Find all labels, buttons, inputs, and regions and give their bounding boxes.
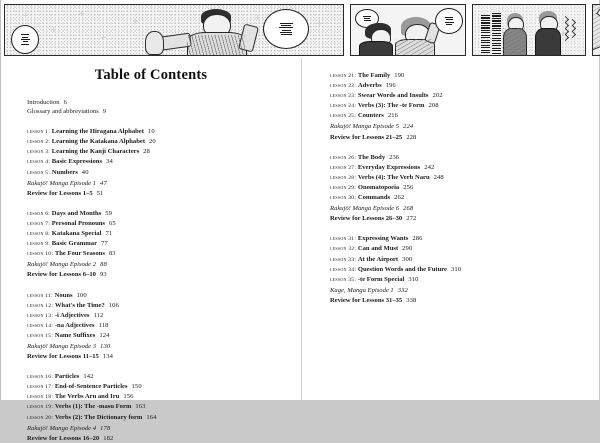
toc-entry-page: 142 <box>83 373 94 381</box>
toc-entry-label: lesson 35: <box>330 276 357 283</box>
toc-entry[interactable] <box>330 255 585 265</box>
toc-entry[interactable] <box>330 173 585 183</box>
toc-entry-title: Rakujō! Manga Episode 3 <box>27 342 97 350</box>
toc-entry-title: Review for Lessons 26–30 <box>330 215 403 223</box>
toc-entry[interactable] <box>27 413 283 423</box>
toc-entry-manga[interactable] <box>27 424 283 433</box>
toc-entry-title: The Four Seasons <box>54 250 105 258</box>
toc-entry-page: 164 <box>146 413 157 421</box>
manga-panel-2 <box>350 4 466 56</box>
toc-entry-label: lesson 25: <box>330 113 357 120</box>
toc-entry-title: The Family <box>357 72 391 79</box>
right-page <box>301 58 600 400</box>
toc-group <box>27 372 283 443</box>
toc-entry-title: Rakujō! Manga Episode 4 <box>27 424 97 432</box>
toc-entry-page: 118 <box>98 321 109 329</box>
toc-entry[interactable] <box>27 331 283 341</box>
toc-entry-title: Katakana Special <box>51 230 102 238</box>
toc-group <box>330 234 585 305</box>
vertical-text <box>492 13 501 56</box>
toc-entry-title: Everyday Expressions <box>357 163 421 171</box>
toc-entry-page: 310 <box>408 275 419 283</box>
toc-entry-page: 28 <box>143 148 150 156</box>
toc-entry-label: lesson 34: <box>330 266 357 273</box>
speech-bubble <box>11 25 39 54</box>
toc-entry-title: Swear Words and Insults <box>357 92 429 100</box>
toc-entry[interactable] <box>27 168 283 178</box>
speech-bubble <box>263 9 309 49</box>
toc-entry-title: Review for Lessons 1–5 <box>27 189 93 197</box>
toc-entry[interactable] <box>27 382 283 392</box>
toc-entry-label: lesson 14: <box>27 322 54 329</box>
toc-entry-title: -i Adjectives <box>54 311 90 319</box>
toc-entry-review[interactable] <box>330 214 585 223</box>
manga-panel-1 <box>4 4 344 56</box>
toc-entry-manga[interactable] <box>27 179 283 188</box>
toc-entry-manga[interactable] <box>330 286 585 295</box>
toc-entry-label: lesson 22: <box>330 83 357 90</box>
toc-entry-label: lesson 5: <box>27 169 51 176</box>
toc-entry[interactable] <box>27 107 283 116</box>
toc-entry-page: 236 <box>389 153 400 161</box>
toc-entry-review[interactable] <box>330 133 585 142</box>
toc-entry-title: The Verbs Aru and Iru <box>54 393 120 401</box>
page-title: Table of Contents <box>94 67 208 83</box>
toc-entry-label: lesson 21: <box>330 73 357 79</box>
toc-entry-title: Name Suffixes <box>54 331 96 339</box>
toc-entry-label: lesson 2: <box>27 139 51 146</box>
toc-entry[interactable] <box>330 111 585 121</box>
left-page-toc <box>1 98 301 443</box>
toc-entry[interactable] <box>330 91 585 101</box>
toc-entry[interactable] <box>27 209 283 219</box>
toc-entry-label: lesson 23: <box>330 93 357 100</box>
toc-entry-title: Verbs (3): The -te Form <box>357 102 425 110</box>
toc-entry-label: lesson 19: <box>27 404 54 411</box>
right-page-toc <box>302 71 600 305</box>
toc-entry[interactable] <box>27 157 283 167</box>
toc-entry-title: Commands <box>357 194 391 202</box>
toc-entry-page: 150 <box>131 383 142 391</box>
toc-entry-title: What's the Time? <box>54 301 105 309</box>
toc-entry-title: Verbs (2): The Dictionary form <box>54 413 143 421</box>
toc-entry-page: 40 <box>81 168 89 176</box>
toc-entry-page: 268 <box>403 205 414 213</box>
toc-entry-title: Review for Lessons 6–10 <box>27 271 96 279</box>
vertical-text <box>481 15 490 56</box>
pages-container <box>1 58 600 442</box>
toc-entry[interactable] <box>27 137 283 147</box>
toc-entry-title: Review for Lessons 31–35 <box>330 296 403 304</box>
toc-entry-title: Review for Lessons 16–20 <box>27 434 100 442</box>
toc-group <box>330 153 585 224</box>
toc-entry-title: Nouns <box>54 291 73 299</box>
toc-entry-label: lesson 20: <box>27 414 54 421</box>
toc-entry-page: 100 <box>76 291 87 299</box>
toc-group <box>27 127 283 198</box>
toc-entry[interactable] <box>27 311 283 321</box>
toc-entry-title: Adverbs <box>357 82 382 90</box>
toc-entry-label: lesson 11: <box>27 292 53 299</box>
toc-entry-label: lesson 6: <box>27 210 51 217</box>
toc-entry-page: 106 <box>108 301 119 309</box>
toc-entry[interactable] <box>330 193 585 203</box>
toc-entry-title: Kage, Manga Episode 1 <box>330 286 394 294</box>
toc-entry-page: 124 <box>99 331 110 339</box>
toc-entry-title: -te Form Special <box>357 275 405 283</box>
toc-entry-page: 163 <box>135 403 146 411</box>
toc-entry[interactable] <box>27 98 283 107</box>
toc-entry[interactable] <box>330 101 585 111</box>
toc-entry-label: lesson 1: <box>27 129 51 136</box>
toc-entry-review[interactable] <box>27 189 283 198</box>
toc-entry-title: Expressing Wants <box>357 235 409 243</box>
toc-entry-page: 196 <box>385 82 396 90</box>
toc-entry-review[interactable] <box>27 270 283 279</box>
toc-entry-page: 65 <box>108 219 116 227</box>
toc-entry[interactable] <box>27 147 283 157</box>
toc-entry-title: Glossary and abbreviations <box>27 108 99 116</box>
toc-entry-page: 93 <box>99 271 107 279</box>
toc-entry[interactable] <box>27 249 283 259</box>
toc-entry-label: lesson 3: <box>27 149 51 156</box>
toc-entry[interactable] <box>330 244 585 254</box>
toc-entry-page: 190 <box>394 72 405 79</box>
toc-entry-page: 134 <box>102 353 114 361</box>
toc-entry-title: At the Airport <box>357 255 399 263</box>
toc-entry-title: Learning the Hiragana Alphabet <box>51 128 144 136</box>
toc-entry-page: 216 <box>387 112 399 120</box>
toc-entry-page: 228 <box>406 133 417 141</box>
toc-entry-page: 310 <box>450 265 462 273</box>
toc-entry-page: 332 <box>397 286 408 294</box>
manga-panel-4 <box>592 4 600 56</box>
toc-entry-review[interactable] <box>330 296 585 305</box>
toc-entry-label: lesson 10: <box>27 251 54 258</box>
toc-entry-label: lesson 33: <box>330 256 357 263</box>
toc-entry-title: Verbs (1): The -masu Form <box>54 403 132 411</box>
toc-entry[interactable] <box>27 219 283 229</box>
toc-entry-label: lesson 7: <box>27 220 51 227</box>
toc-entry-page: 248 <box>433 173 444 181</box>
toc-entry-page: 47 <box>100 179 107 187</box>
toc-entry[interactable] <box>330 71 585 81</box>
toc-entry-page: 272 <box>406 215 417 223</box>
toc-entry-page: 262 <box>394 194 405 202</box>
toc-group <box>27 209 283 280</box>
toc-entry-title: Learning the Kanji Characters <box>51 148 140 156</box>
toc-entry-title: Basic Expressions <box>51 158 103 166</box>
manga-panel-3 <box>472 4 586 56</box>
toc-entry-title: Introduction <box>27 99 60 106</box>
toc-entry[interactable] <box>27 239 283 249</box>
toc-entry-page: 242 <box>424 163 435 171</box>
toc-entry-review[interactable] <box>27 352 283 361</box>
toc-entry-label: lesson 12: <box>27 302 54 309</box>
toc-entry-page: 202 <box>432 92 443 100</box>
toc-entry-page: 178 <box>100 424 111 432</box>
toc-entry-page: 34 <box>106 158 113 166</box>
toc-entry-title: Rakujō! Manga Episode 5 <box>330 123 400 131</box>
toc-entry-title: Counters <box>357 112 384 120</box>
toc-entry-page: 83 <box>108 250 116 258</box>
toc-entry-page: 300 <box>402 255 413 263</box>
toc-entry-manga[interactable] <box>27 260 283 269</box>
toc-entry-page: 112 <box>93 311 104 319</box>
toc-entry-page: 130 <box>100 342 111 350</box>
toc-entry[interactable] <box>330 183 585 193</box>
toc-group <box>27 291 283 362</box>
toc-entry-title: Onomatopoeia <box>357 183 400 191</box>
toc-entry-label: lesson 17: <box>27 384 54 391</box>
toc-entry-label: lesson 28: <box>330 174 357 181</box>
toc-entry-label: lesson 24: <box>330 103 357 110</box>
toc-entry[interactable] <box>330 81 585 91</box>
toc-entry-label: lesson 4: <box>27 159 51 166</box>
toc-entry-title: Review for Lessons 21–25 <box>330 133 403 141</box>
toc-entry-title: Numbers <box>51 168 78 176</box>
toc-entry[interactable] <box>330 234 585 244</box>
left-page <box>1 58 301 442</box>
manga-strip <box>1 4 600 56</box>
toc-entry-page: 10 <box>147 128 155 136</box>
toc-entry[interactable] <box>27 392 283 402</box>
toc-entry-title: Question Words and the Future <box>357 265 447 273</box>
toc-group <box>330 71 585 142</box>
toc-entry-page: 256 <box>403 183 414 191</box>
toc-entry-page: 208 <box>428 102 439 110</box>
toc-entry-title: -na Adjectives <box>54 321 95 329</box>
toc-entry-page: 290 <box>402 245 413 253</box>
toc-entry-page: 156 <box>123 393 134 401</box>
toc-entry-title: The Body <box>357 153 386 161</box>
toc-entry-label: lesson 18: <box>27 394 54 401</box>
toc-entry-title: Rakujō! Manga Episode 2 <box>27 261 97 269</box>
toc-entry-label: lesson 15: <box>27 332 54 339</box>
toc-entry-title: Basic Grammar <box>51 240 98 248</box>
toc-entry-label: lesson 30: <box>330 195 357 202</box>
toc-entry-page: 182 <box>103 434 114 442</box>
toc-entry-label: lesson 26: <box>330 154 357 161</box>
toc-entry-label: lesson 29: <box>330 184 357 191</box>
toc-entry[interactable] <box>330 265 585 275</box>
toc-entry-label: lesson 31: <box>330 236 357 243</box>
toc-entry-page: 59 <box>105 209 113 217</box>
toc-entry[interactable] <box>27 372 283 382</box>
toc-entry-page: 9 <box>102 108 107 116</box>
toc-entry-title: Learning the Katakana Alphabet <box>51 138 146 146</box>
toc-entry-label: lesson 9: <box>27 241 51 248</box>
toc-entry-page: 20 <box>149 138 156 146</box>
toc-entry-page: 77 <box>101 240 108 248</box>
toc-entry-label: lesson 32: <box>330 246 357 253</box>
toc-entry[interactable] <box>27 291 283 301</box>
toc-entry-title: Particles <box>54 373 80 381</box>
toc-entry-title: End-of-Sentence Particles <box>54 383 128 391</box>
toc-entry-title: Rakujō! Manga Episode 6 <box>330 205 400 213</box>
toc-entry[interactable] <box>27 229 283 239</box>
toc-entry[interactable] <box>330 163 585 173</box>
toc-entry-page: 338 <box>406 296 417 304</box>
toc-entry-label: lesson 13: <box>27 312 54 319</box>
toc-entry[interactable] <box>27 127 283 137</box>
toc-entry-label: lesson 27: <box>330 164 357 171</box>
toc-entry[interactable] <box>330 275 585 285</box>
front-matter-group <box>27 98 283 116</box>
toc-entry-manga[interactable] <box>330 204 585 213</box>
toc-entry[interactable] <box>27 301 283 311</box>
toc-entry[interactable] <box>330 153 585 163</box>
toc-entry[interactable] <box>27 321 283 331</box>
toc-entry-title: Can and Must <box>357 245 399 253</box>
speech-bubble <box>435 8 463 34</box>
toc-entry[interactable] <box>27 402 283 412</box>
toc-entry-label: lesson 8: <box>27 231 51 238</box>
toc-entry-title: Verbs (4): The Verb Naru <box>357 173 430 181</box>
toc-entry-title: Days and Months <box>51 209 102 217</box>
toc-entry-page: 88 <box>100 261 107 269</box>
toc-entry-title: Review for Lessons 11–15 <box>27 353 99 361</box>
toc-entry-page: 51 <box>96 189 104 197</box>
toc-entry-page: 224 <box>403 123 414 131</box>
toc-entry-manga[interactable] <box>27 342 283 351</box>
toc-entry-manga[interactable] <box>330 122 585 131</box>
toc-entry-review[interactable] <box>27 434 283 443</box>
toc-entry-page: 6 <box>63 99 68 106</box>
toc-entry-page: 71 <box>105 230 113 238</box>
toc-entry-title: Rakujō! Manga Episode 1 <box>27 179 97 187</box>
toc-entry-page: 286 <box>412 235 423 243</box>
toc-entry-label: lesson 16: <box>27 374 54 381</box>
toc-entry-title: Personal Pronouns <box>51 219 105 227</box>
